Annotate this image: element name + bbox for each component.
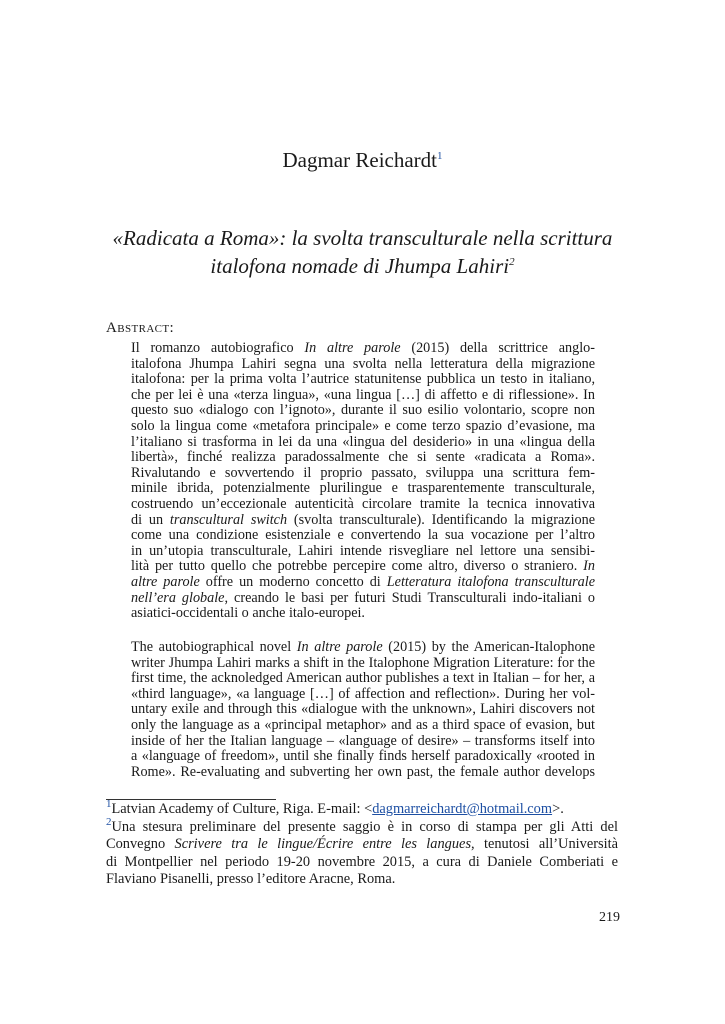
email-link[interactable]: dagmarreichardt@hotmail.com	[372, 801, 553, 817]
text-line: only the language as a «principal metaphor» and as a third space of evasion, but	[131, 717, 595, 733]
footnote-2-line: Flaviano Pisanelli, presso l’editore Aracne, Roma.	[106, 871, 396, 888]
text-line: Rivalutando e sovvertendo il proprio passato, sviluppa una scrittura fem-	[131, 465, 595, 481]
text-line: come una condizione esistenziale e convertendo la sua vocazione per l’altro	[131, 528, 595, 544]
footnote-ref-1[interactable]: 1	[437, 150, 443, 162]
text-line: first time, the acknoledged American author publishes a text in Italian – for her, a	[131, 671, 595, 687]
text-line: lità per tutto quello che potrebbe percepire come altro, diverso o straniero. In	[131, 559, 595, 575]
footnote-2-line: di Montpellier nel periodo 19-20 novembre 2015, a cura di Daniele Comberiati e	[106, 853, 618, 870]
text-line: Il romanzo autobiografico In altre parole (2015) della scrittrice anglo-	[131, 341, 595, 356]
text-line: nell’era globale, creando le basi per futuri Studi Transculturali indo-italiani o	[131, 590, 595, 606]
author-name: Dagmar Reichardt	[282, 148, 438, 172]
text-line: costruendo un’eccezionale autenticità circolare tramite la tecnica innovativa	[131, 496, 595, 512]
text-line: di un transcultural switch (svolta transculturale). Identificando la migrazione	[131, 512, 595, 528]
text-line: «third language», «a language […] of affection and reflection». During her vol-	[131, 686, 595, 702]
text-line: italofona Jhumpa Lahiri segna una svolta nella letteratura della migrazione	[131, 356, 595, 372]
text-line: questo suo «dialogo con l’ignoto», durante il suo esilio volontario, scopre non	[131, 403, 595, 419]
footnotes	[106, 798, 618, 889]
author-heading	[0, 146, 725, 174]
article-title	[100, 224, 625, 280]
text-line: libertà», finché realizza paradossalmente che si sente «radicata a Roma».	[131, 450, 595, 466]
title-line-2: italofona nomade di Jhumpa Lahiri$^2$	[210, 254, 515, 278]
title-line-1: «Radicata a Roma»: la svolta transculturale nella scrittura	[112, 226, 613, 250]
text-line: a «language of freedom», until she finally finds herself paradoxically «rooted in	[131, 749, 595, 765]
text-line: untary exile and through this «dialogue with the unknown», Lahiri discovers not	[131, 702, 595, 718]
text-line: altre parole offre un moderno concetto di Letteratura italofona transculturale	[131, 574, 595, 590]
text-line: che per lei è una «terza lingua», «una lingua […] di affetto e di riflessione». In	[131, 387, 595, 403]
text-line: Rome». Re-evaluating and subverting her own past, the female author develops	[131, 764, 595, 780]
text-line: minile ibrida, potenzialmente plurilingue e trasparentemente transculturale,	[131, 481, 595, 497]
page-number: 219	[599, 910, 620, 925]
text-line: asiatici-occidentali o anche italo-europei.	[131, 606, 365, 622]
abstract-italian-paragraph	[131, 341, 595, 622]
text-line: The autobiographical novel In altre parole (2015) by the American-Italophone	[131, 640, 595, 655]
footnote-1: $^1$Latvian Academy of Culture, Riga. E-mail: <dagmarreichardt@hotmail.com>.	[106, 798, 564, 817]
text-line: l’italiano si trasforma in lei da una «lingua del desiderio» in una «lingua della	[131, 434, 595, 450]
abstract-english-paragraph	[131, 640, 595, 780]
footnote-2-line: Convegno Scrivere tra le lingue/Écrire entre les langues, tenutosi all’Università	[106, 836, 618, 853]
text-line: italofona: per la prima volta l’autrice statunitense pubblica un testo in italiano,	[131, 372, 595, 388]
text-line: writer Jhumpa Lahiri marks a shift in the Italophone Migration Literature: for the	[131, 655, 595, 671]
text-line: solo la lingua come «metafora principale» e come terzo spazio d’evasione, ma	[131, 418, 595, 434]
footnote-2: $^2$Una stesura preliminare del presente saggio è in corso di stampa per gli Atti del	[106, 815, 618, 835]
footnote-ref-2[interactable]: 2	[509, 256, 515, 268]
abstract-label: Abstract:	[106, 320, 175, 336]
text-line: in un’utopia transculturale, Lahiri intende risvegliare nel lettore una sensibi-	[131, 543, 595, 559]
footnote-divider	[106, 799, 276, 800]
text-line: inside of her the Italian language – «language of desire» – transforms itself into	[131, 733, 595, 749]
